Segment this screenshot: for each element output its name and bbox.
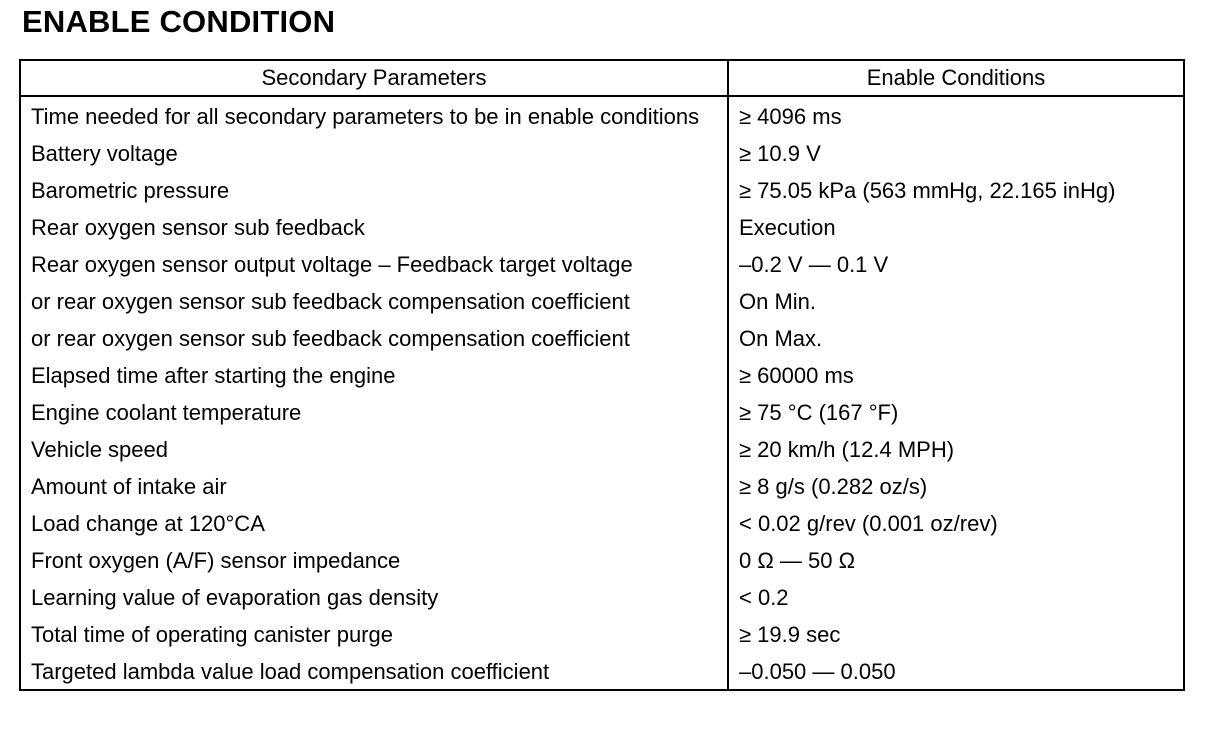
table-row xyxy=(20,653,1184,690)
parameter-cell: Barometric pressure xyxy=(20,172,728,209)
parameter-cell: Vehicle speed xyxy=(20,431,728,468)
parameter-cell: Rear oxygen sensor output voltage – Feedback target voltage xyxy=(20,246,728,283)
parameter-cell: Learning value of evaporation gas density xyxy=(20,579,728,616)
condition-cell: ≥ 4096 ms xyxy=(728,96,1184,135)
condition-cell: ≥ 75 °C (167 °F) xyxy=(728,394,1184,431)
table-row xyxy=(20,394,1184,431)
condition-cell: 0 Ω — 50 Ω xyxy=(728,542,1184,579)
parameter-cell: Battery voltage xyxy=(20,135,728,172)
condition-cell: ≥ 19.9 sec xyxy=(728,616,1184,653)
table-row xyxy=(20,209,1184,246)
condition-cell: On Max. xyxy=(728,320,1184,357)
parameter-cell: Targeted lambda value load compensation coefficient xyxy=(20,653,728,690)
table-header-row xyxy=(20,60,1184,96)
table-row xyxy=(20,505,1184,542)
column-header-enable-conditions: Enable Conditions xyxy=(728,60,1184,96)
table-row xyxy=(20,172,1184,209)
condition-cell: On Min. xyxy=(728,283,1184,320)
table-row xyxy=(20,96,1184,135)
condition-cell: < 0.02 g/rev (0.001 oz/rev) xyxy=(728,505,1184,542)
table-row xyxy=(20,431,1184,468)
parameter-cell: Total time of operating canister purge xyxy=(20,616,728,653)
enable-condition-table xyxy=(19,59,1185,691)
parameter-cell: or rear oxygen sensor sub feedback compensation coefficient xyxy=(20,283,728,320)
table-row xyxy=(20,246,1184,283)
table-row xyxy=(20,135,1184,172)
condition-cell: ≥ 75.05 kPa (563 mmHg, 22.165 inHg) xyxy=(728,172,1184,209)
parameter-cell: Time needed for all secondary parameters to be in enable conditions xyxy=(20,96,728,135)
parameter-cell: or rear oxygen sensor sub feedback compensation coefficient xyxy=(20,320,728,357)
condition-cell: ≥ 60000 ms xyxy=(728,357,1184,394)
table-header xyxy=(20,60,1184,96)
page-title: ENABLE CONDITION xyxy=(22,4,336,39)
table-row xyxy=(20,320,1184,357)
condition-cell: –0.050 — 0.050 xyxy=(728,653,1184,690)
parameter-cell: Engine coolant temperature xyxy=(20,394,728,431)
table-row xyxy=(20,468,1184,505)
condition-cell: ≥ 20 km/h (12.4 MPH) xyxy=(728,431,1184,468)
table-row xyxy=(20,616,1184,653)
condition-cell: ≥ 8 g/s (0.282 oz/s) xyxy=(728,468,1184,505)
condition-cell: ≥ 10.9 V xyxy=(728,135,1184,172)
parameter-cell: Load change at 120°CA xyxy=(20,505,728,542)
table-row xyxy=(20,357,1184,394)
condition-cell: < 0.2 xyxy=(728,579,1184,616)
condition-cell: –0.2 V — 0.1 V xyxy=(728,246,1184,283)
parameter-cell: Elapsed time after starting the engine xyxy=(20,357,728,394)
parameter-cell: Rear oxygen sensor sub feedback xyxy=(20,209,728,246)
table-row xyxy=(20,579,1184,616)
parameter-cell: Front oxygen (A/F) sensor impedance xyxy=(20,542,728,579)
condition-cell: Execution xyxy=(728,209,1184,246)
parameter-cell: Amount of intake air xyxy=(20,468,728,505)
table-row xyxy=(20,283,1184,320)
table-body xyxy=(20,96,1184,690)
table-row xyxy=(20,542,1184,579)
column-header-secondary-parameters: Secondary Parameters xyxy=(20,60,728,96)
